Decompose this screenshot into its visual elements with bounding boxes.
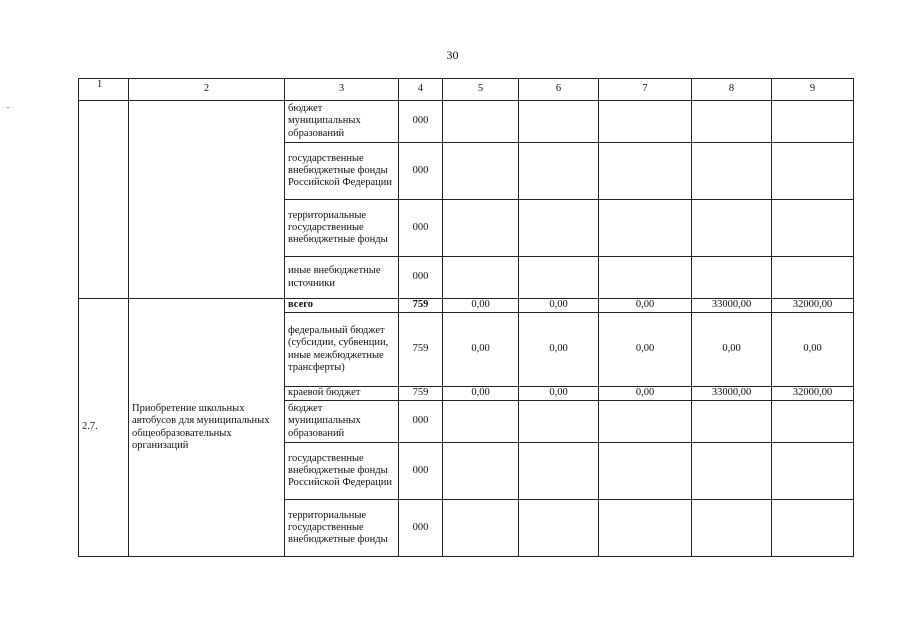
funding-source: государственные внебюджетные фонды Российской Федерации: [285, 143, 399, 200]
value-cell: [599, 401, 692, 443]
funding-source: бюджет муниципальных образований: [285, 101, 399, 143]
value-cell: 0,00: [599, 299, 692, 313]
value-cell: [443, 500, 519, 557]
value-cell: [519, 500, 599, 557]
value-cell: [599, 257, 692, 299]
value-cell: 0,00: [599, 313, 692, 387]
value-cell: 0,00: [692, 313, 772, 387]
value-cell: [772, 143, 854, 200]
value-cell: [692, 143, 772, 200]
code-cell: 759: [399, 387, 443, 401]
table-row: [79, 101, 854, 143]
value-cell: [772, 500, 854, 557]
value-cell: [519, 257, 599, 299]
funding-source: краевой бюджет: [285, 387, 399, 401]
value-cell: [692, 101, 772, 143]
code-cell: 000: [399, 257, 443, 299]
code-cell: 000: [399, 200, 443, 257]
value-cell: 33000,00: [692, 387, 772, 401]
table-row-total: [79, 299, 854, 313]
value-cell: [599, 500, 692, 557]
value-cell: [519, 200, 599, 257]
col-header-3: 3: [285, 79, 399, 101]
value-cell: 0,00: [443, 299, 519, 313]
value-cell: [772, 443, 854, 500]
value-cell: [692, 200, 772, 257]
header-row: [79, 79, 854, 101]
code-cell: 000: [399, 443, 443, 500]
funding-source: государственные внебюджетные фонды Российской Федерации: [285, 443, 399, 500]
value-cell: 0,00: [772, 313, 854, 387]
budget-table: [78, 78, 854, 557]
code-cell: 000: [399, 401, 443, 443]
value-cell: [443, 401, 519, 443]
activity-description: Приобретение школьных автобусов для муниципальных общеобразовательных организаций: [129, 299, 285, 557]
code-cell: 759: [399, 299, 443, 313]
col-header-1: 1: [79, 79, 129, 101]
value-cell: [443, 257, 519, 299]
value-cell: [443, 101, 519, 143]
value-cell: [599, 101, 692, 143]
funding-source: территориальные государственные внебюджетные фонды: [285, 200, 399, 257]
value-cell: 0,00: [443, 387, 519, 401]
value-cell: 32000,00: [772, 299, 854, 313]
value-cell: [599, 200, 692, 257]
funding-source: территориальные государственные внебюджетные фонды: [285, 500, 399, 557]
value-cell: 0,00: [519, 313, 599, 387]
value-cell: 0,00: [519, 387, 599, 401]
value-cell: [772, 257, 854, 299]
item-number: 2.7.: [79, 299, 129, 557]
code-cell: 759: [399, 313, 443, 387]
col-header-5: 5: [443, 79, 519, 101]
value-cell: [772, 401, 854, 443]
code-cell: 000: [399, 101, 443, 143]
col-header-9: 9: [772, 79, 854, 101]
value-cell: 0,00: [519, 299, 599, 313]
funding-source: бюджет муниципальных образований: [285, 401, 399, 443]
col-header-8: 8: [692, 79, 772, 101]
page-number: 30: [446, 48, 459, 62]
value-cell: [692, 401, 772, 443]
funding-source: федеральный бюджет (субсидии, субвенции, иные межбюджетные трансферты): [285, 313, 399, 387]
code-cell: 000: [399, 143, 443, 200]
scan-artifact: [7, 107, 9, 108]
funding-source: иные внебюджетные источники: [285, 257, 399, 299]
indicator-cell-empty: [79, 101, 129, 299]
value-cell: [772, 101, 854, 143]
col-header-2: 2: [129, 79, 285, 101]
value-cell: [519, 143, 599, 200]
value-cell: [519, 101, 599, 143]
value-cell: 0,00: [443, 313, 519, 387]
value-cell: [692, 443, 772, 500]
value-cell: [599, 143, 692, 200]
value-cell: [692, 500, 772, 557]
value-cell: 32000,00: [772, 387, 854, 401]
value-cell: [443, 443, 519, 500]
col-header-6: 6: [519, 79, 599, 101]
value-cell: [443, 200, 519, 257]
value-cell: 0,00: [599, 387, 692, 401]
value-cell: [443, 143, 519, 200]
funding-source: всего: [285, 299, 399, 313]
col-header-7: 7: [599, 79, 692, 101]
col-header-4: 4: [399, 79, 443, 101]
value-cell: [599, 443, 692, 500]
value-cell: [692, 257, 772, 299]
value-cell: 33000,00: [692, 299, 772, 313]
value-cell: [519, 443, 599, 500]
activity-cell-empty: [129, 101, 285, 299]
value-cell: [772, 200, 854, 257]
code-cell: 000: [399, 500, 443, 557]
value-cell: [519, 401, 599, 443]
